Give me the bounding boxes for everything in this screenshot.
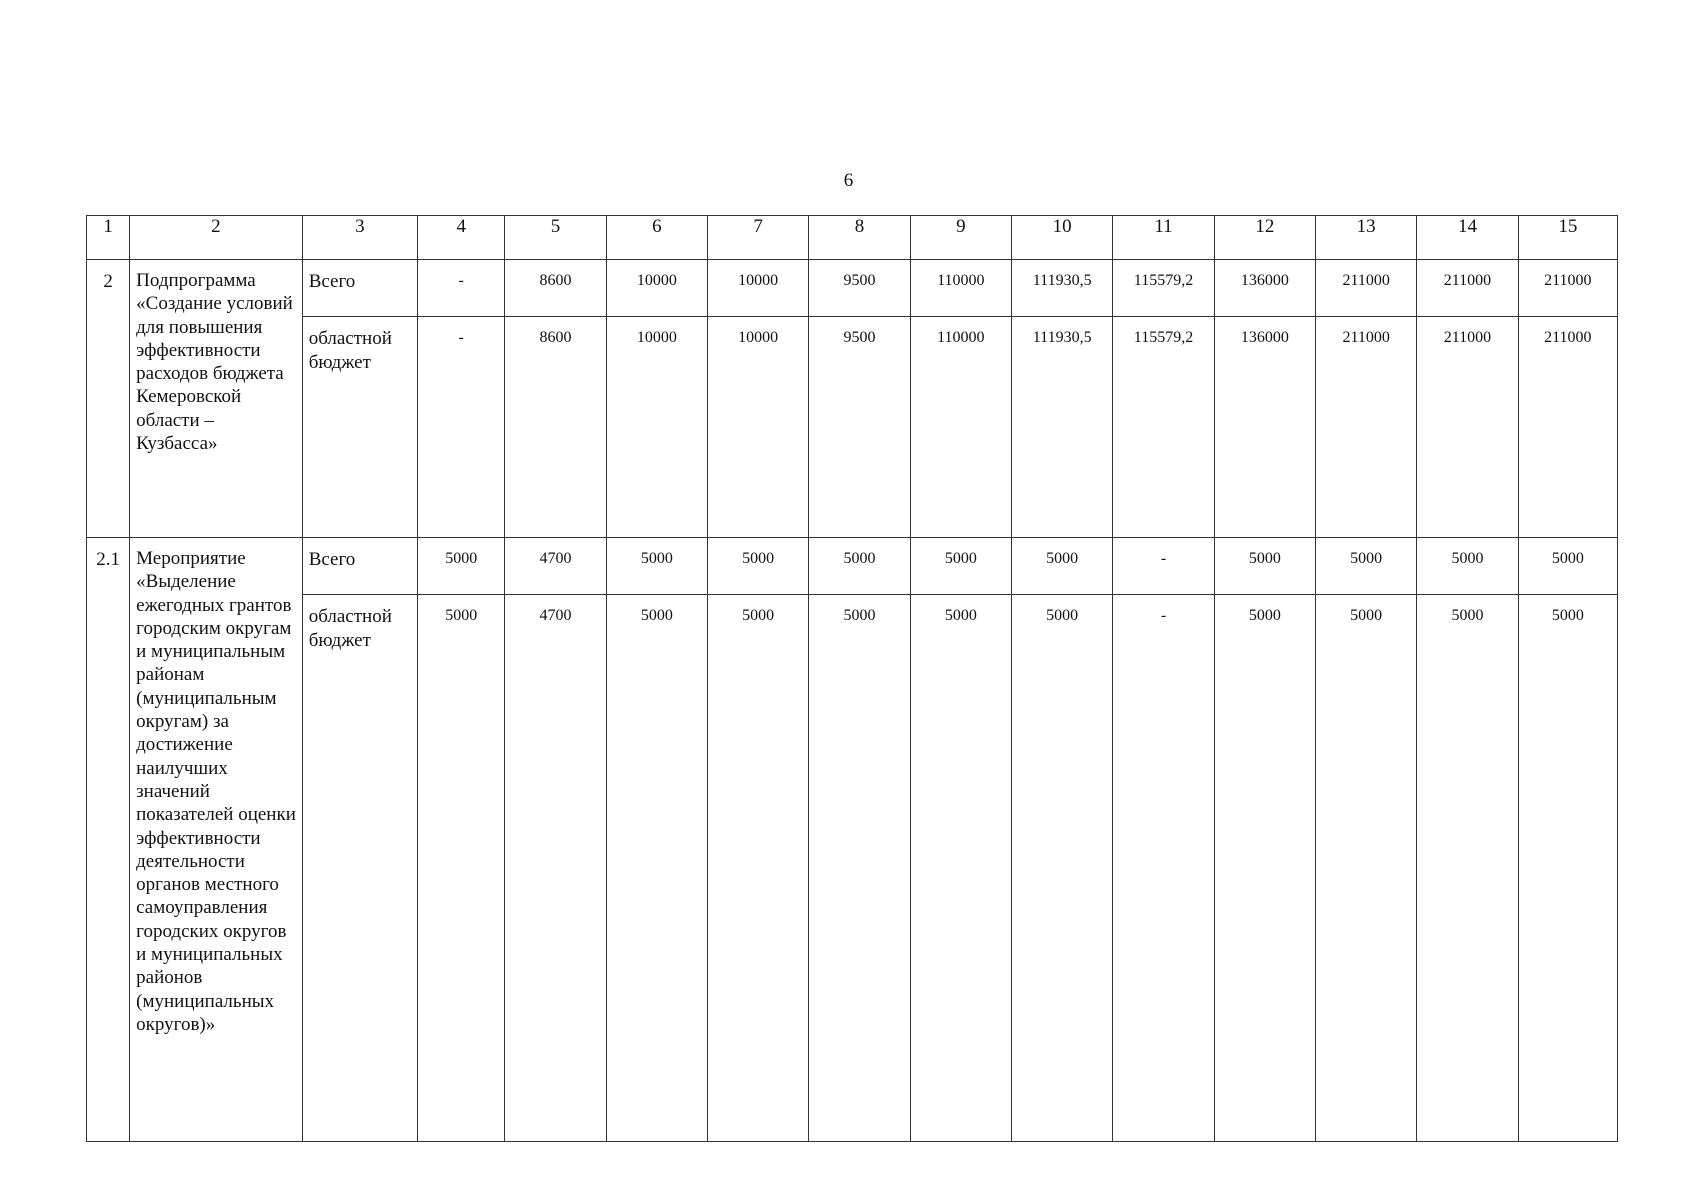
header-cell: 5	[505, 216, 606, 260]
value-cell: 110000	[910, 317, 1011, 538]
table-row	[87, 595, 1618, 1142]
value-cell: 5000	[708, 538, 809, 595]
value-cell: 8600	[505, 260, 606, 317]
header-cell: 6	[606, 216, 707, 260]
value-cell: -	[418, 317, 505, 538]
value-cell: 5000	[1315, 595, 1416, 1142]
value-cell: 5000	[606, 538, 707, 595]
value-cell: 10000	[606, 317, 707, 538]
header-cell: 11	[1113, 216, 1214, 260]
value-cell: 5000	[418, 538, 505, 595]
value-cell: 5000	[1214, 538, 1315, 595]
value-cell: 110000	[910, 260, 1011, 317]
value-cell: 10000	[606, 260, 707, 317]
value-cell: 5000	[809, 538, 910, 595]
value-cell: 5000	[1417, 538, 1518, 595]
header-cell: 14	[1417, 216, 1518, 260]
budget-table	[86, 215, 1618, 1142]
row-index: 2.1	[87, 538, 130, 1142]
value-cell: 10000	[708, 260, 809, 317]
value-cell: 5000	[606, 595, 707, 1142]
value-cell: 4700	[505, 538, 606, 595]
page-number: 6	[843, 170, 854, 191]
value-cell: 4700	[505, 595, 606, 1142]
value-cell: 5000	[418, 595, 505, 1142]
value-cell: 5000	[1012, 595, 1113, 1142]
funding-source: Всего	[302, 538, 417, 595]
value-cell: 8600	[505, 317, 606, 538]
value-cell: 5000	[910, 538, 1011, 595]
header-cell: 15	[1518, 216, 1617, 260]
value-cell: 211000	[1417, 317, 1518, 538]
header-cell: 1	[87, 216, 130, 260]
value-cell: -	[1113, 538, 1214, 595]
header-cell: 10	[1012, 216, 1113, 260]
funding-source: областной бюджет	[302, 595, 417, 1142]
value-cell: 10000	[708, 317, 809, 538]
funding-source: областной бюджет	[302, 317, 417, 538]
value-cell: -	[418, 260, 505, 317]
value-cell: 115579,2	[1113, 317, 1214, 538]
row-name: Подпрограмма «Создание условий для повышения эффективности расходов бюджета Кемеровской области – Кузбасса»	[130, 260, 303, 538]
row-name: Мероприятие «Выделение ежегодных грантов городским округам и муниципальным районам (муниципальным округам) за достижение наилучших значений показателей оценки эффективности деятельности органов местного самоуправления городских округов и муниципальных районов (муниципальных округов)»	[130, 538, 303, 1142]
value-cell: 5000	[1012, 538, 1113, 595]
value-cell: 5000	[708, 595, 809, 1142]
header-cell: 3	[302, 216, 417, 260]
value-cell: 136000	[1214, 260, 1315, 317]
value-cell: 211000	[1315, 317, 1416, 538]
table-row	[87, 538, 1618, 595]
value-cell: 9500	[809, 260, 910, 317]
value-cell: 5000	[1315, 538, 1416, 595]
header-cell: 12	[1214, 216, 1315, 260]
value-cell: 211000	[1518, 260, 1617, 317]
value-cell: 5000	[910, 595, 1011, 1142]
funding-source: Всего	[302, 260, 417, 317]
value-cell: -	[1113, 595, 1214, 1142]
value-cell: 5000	[1518, 538, 1617, 595]
value-cell: 211000	[1518, 317, 1617, 538]
header-cell: 8	[809, 216, 910, 260]
value-cell: 211000	[1417, 260, 1518, 317]
value-cell: 115579,2	[1113, 260, 1214, 317]
value-cell: 111930,5	[1012, 260, 1113, 317]
value-cell: 211000	[1315, 260, 1416, 317]
header-cell: 4	[418, 216, 505, 260]
value-cell: 5000	[1417, 595, 1518, 1142]
header-cell: 9	[910, 216, 1011, 260]
header-cell: 2	[130, 216, 303, 260]
value-cell: 5000	[809, 595, 910, 1142]
value-cell: 9500	[809, 317, 910, 538]
table-row	[87, 260, 1618, 317]
table-row	[87, 317, 1618, 538]
value-cell: 111930,5	[1012, 317, 1113, 538]
value-cell: 136000	[1214, 317, 1315, 538]
row-index: 2	[87, 260, 130, 538]
value-cell: 5000	[1518, 595, 1617, 1142]
value-cell: 5000	[1214, 595, 1315, 1142]
header-cell: 7	[708, 216, 809, 260]
header-row	[87, 216, 1618, 260]
header-cell: 13	[1315, 216, 1416, 260]
